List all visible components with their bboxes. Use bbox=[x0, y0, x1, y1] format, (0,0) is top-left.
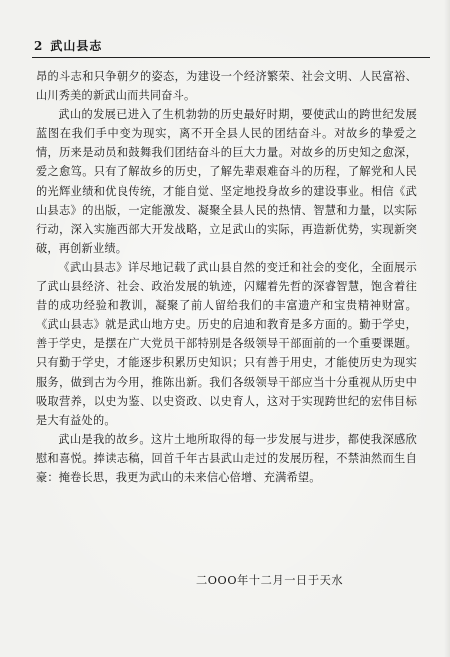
paragraph-continued: 昂的斗志和只争朝夕的姿态，为建设一个经济繁荣、社会文明、人民富裕、山川秀美的新武山而共同奋斗。 bbox=[36, 70, 417, 103]
body-text bbox=[36, 67, 417, 487]
page-number: 2 bbox=[34, 39, 44, 53]
signature-date: 二ΟΟΟ年十二月一日于天水 bbox=[196, 574, 344, 587]
paragraph: 武山的发展已进入了生机勃勃的历史最好时期，要使武山的跨世纪发展蓝图在我们手中变为现实，离不开全县人民的团结奋斗。对故乡的挚爱之情，历来是动员和鼓舞我们团结奋斗的巨大力量。对故乡的历史知之愈深，爱之愈笃。只有了解故乡的历史，了解先辈艰难奋斗的历程，了解党和人民的光辉业绩和优良传统，才能自觉、坚定地投身故乡的建设事业。相信《武山县志》的出版，一定能激发、凝聚全县人民的热情、智慧和力量，以实际行动，深入实施西部大开发战略，立足武山的实际，再造新优势，实现新突破，再创新业绩。 bbox=[36, 108, 417, 255]
paragraph: 武山是我的故乡。这片土地所取得的每一步发展与进步，都使我深感欣慰和喜悦。捧读志稿，回首千年古县武山走过的发展历程，不禁油然而生自豪：掩卷长思，我更为武山的未来信心倍增、充满希望。 bbox=[36, 432, 417, 484]
scan-edge-shadow bbox=[444, 0, 450, 657]
header-rule bbox=[32, 57, 430, 58]
running-title: 武山县志 bbox=[50, 39, 103, 53]
paragraph: 《武山县志》详尽地记载了武山县自然的变迁和社会的变化，全面展示了武山县经济、社会、政治发展的轨迹，闪耀着先哲的深睿智慧，饱含着往昔的成功经验和教训，凝聚了前人留给我们的丰富遗产和宝贵精神财富。《武山县志》就是武山地方史。历史的启迪和教育是多方面的。勤于学史，善于学史，是摆在广大党员干部特别是各级领导干部面前的一个重要课题。只有勤于学史，才能逐步积累历史知识；只有善于用史，才能使历史为现实服务，做到古为今用，推陈出新。我们各级领导干部应当十分重视从历史中吸取营养，以史为鉴、以史资政、以史育人，这对于实现跨世纪的宏伟目标是大有益处的。 bbox=[36, 260, 417, 427]
running-header bbox=[34, 37, 102, 54]
